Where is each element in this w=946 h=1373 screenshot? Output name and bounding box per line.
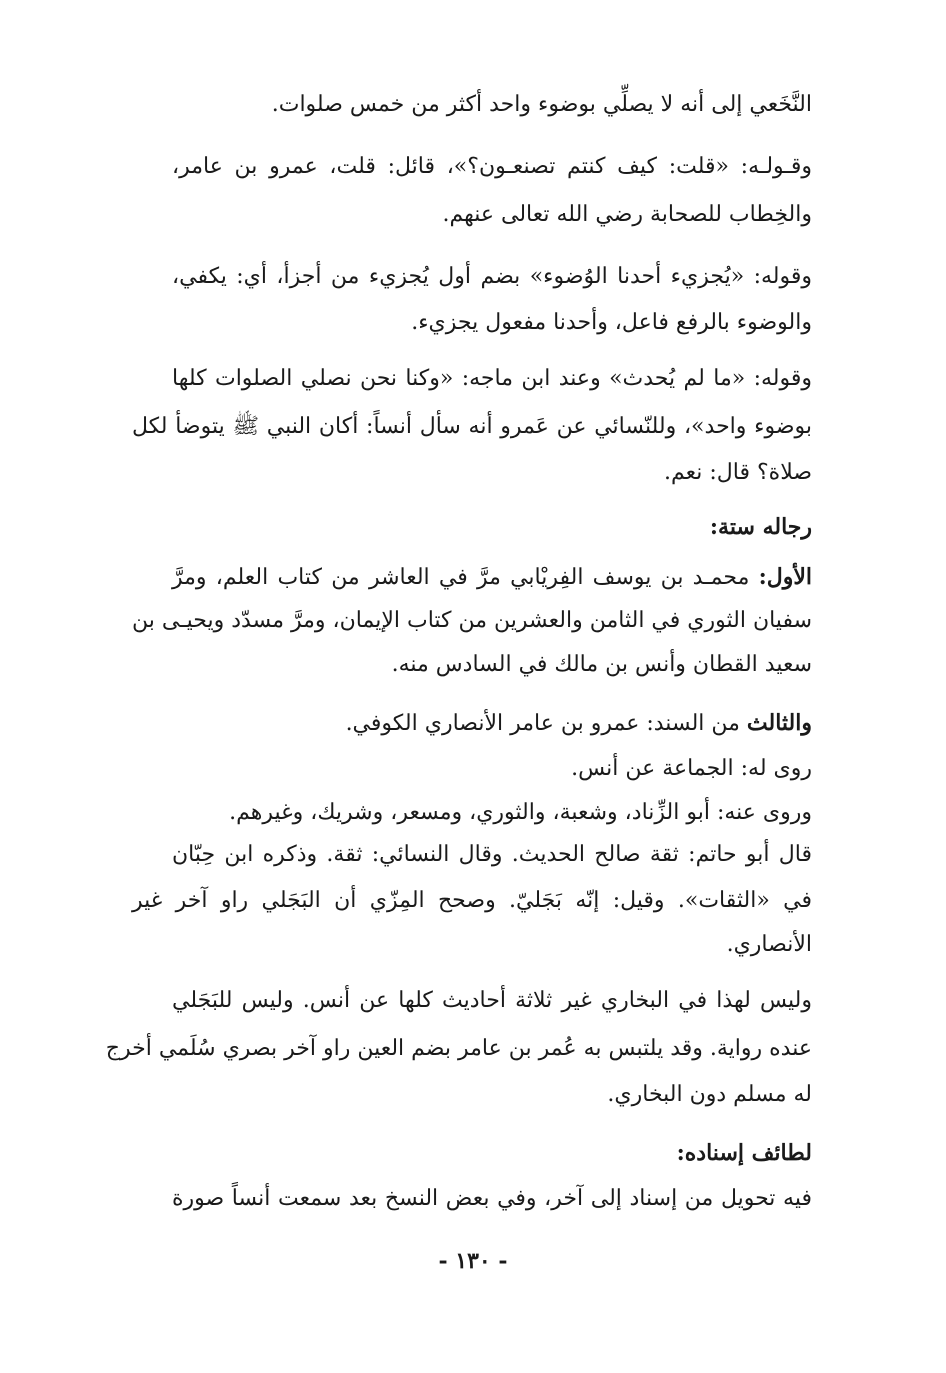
paragraph-lead: الأول: [758, 564, 812, 590]
section-heading: لطائف إسناده: [676, 1140, 812, 1166]
text-line: وقـولـه: «قلت: كيف كنتم تصنعـون؟»، قائل: قلت، عمرو بن عامر، [172, 154, 812, 179]
text-line [172, 706, 812, 741]
text-line: سعيد القطان وأنس بن مالك في السادس منه. [391, 652, 812, 677]
page-number: - ١٣٠ - [438, 1248, 508, 1274]
text-line: صلاة؟ قال: نعم. [664, 460, 812, 485]
text-line: في «الثقات». وقيل: إنّه بَجَليّ. وصحح المِزّي أن البَجَلي راو آخر غير [132, 888, 812, 913]
text-line: والخِطاب للصحابة رضي الله تعالى عنهم. [442, 202, 812, 227]
text-line: وليس لهذا في البخاري غير ثلاثة أحاديث كلها عن أنس. وليس للبَجَلي [172, 988, 812, 1013]
text-line [172, 560, 812, 595]
text-run: من السند: عمرو بن عامر الأنصاري الكوفي. [345, 711, 747, 736]
text-line: سفيان الثوري في الثامن والعشرين من كتاب الإيمان، ومرَّ مسدّد ويحيـى بن [132, 608, 812, 633]
text-line: قال أبو حاتم: ثقة صالح الحديث. وقال النسائي: ثقة. وذكره ابن حِبّان [172, 842, 812, 867]
text-line: له مسلم دون البخاري. [607, 1082, 812, 1107]
text-line: فيه تحويل من إسناد إلى آخر، وفي بعض النسخ بعد سمعت أنساً صورة [172, 1186, 812, 1211]
text-line: بوضوء واحد»، وللنّسائي عن عَمرو أنه سأل أنساً: أكان النبي ﷺ يتوضأ لكل [132, 414, 812, 439]
text-line: عنده رواية. وقد يلتبس به عُمر بن عامر بضم العين راو آخر بصري سُلَمي أخرج [105, 1036, 812, 1061]
text-line: وقوله: «ما لم يُحدث» وعند ابن ماجه: «وكنا نحن نصلي الصلوات كلها [172, 366, 812, 391]
text-line: روى له: الجماعة عن أنس. [571, 756, 812, 781]
text-run: محمـد بن يوسف الفِريْابي مرَّ في العاشر من كتاب العلم، ومرَّ [172, 565, 759, 590]
text-line: وروى عنه: أبو الزِّناد، وشعبة، والثوري، ومسعر، وشريك، وغيرهم. [229, 800, 812, 825]
section-heading: رجاله ستة: [709, 514, 812, 540]
text-line: النَّخَعي إلى أنه لا يصلِّي بوضوء واحد أكثر من خمس صلوات. [271, 92, 812, 117]
paragraph-lead: والثالث [746, 710, 812, 736]
text-line: الأنصاري. [726, 932, 812, 957]
text-line: وقوله: «يُجزيء أحدنا الوُضوء» بضم أول يُجزيء من أجزأ، أي: يكفي، [172, 264, 812, 289]
text-line: والوضوء بالرفع فاعل، وأحدنا مفعول يجزيء. [411, 310, 812, 335]
